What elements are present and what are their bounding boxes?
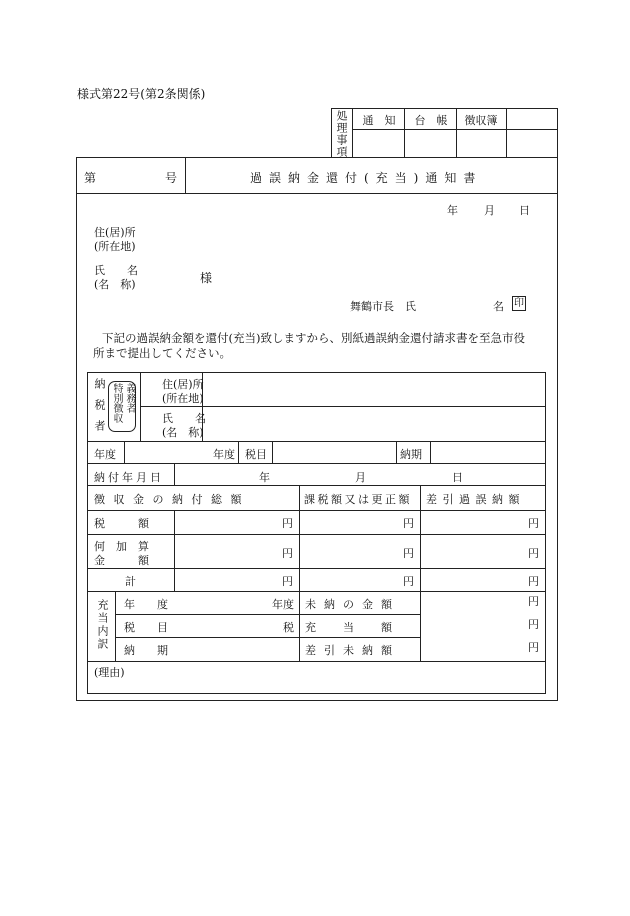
- seal-char: 印: [514, 298, 524, 309]
- payment-date-day: 日: [452, 471, 463, 484]
- row-surcharge-label-1: 何 加 算: [94, 540, 149, 553]
- addressee-name-sub: (名 称): [94, 278, 136, 291]
- appropriation-amount-label: 充 当 額: [305, 621, 400, 634]
- date-day: 日: [519, 204, 530, 217]
- date-year: 年: [447, 204, 458, 217]
- yen-tax-assessed: 円: [403, 517, 414, 530]
- yen-unpaid: 円: [528, 595, 539, 608]
- processing-col-ledger: 台 帳: [414, 114, 448, 127]
- appropriation-nendo-value: 年度: [272, 598, 294, 611]
- form-label: 様式第22号(第2条関係): [77, 87, 206, 101]
- unpaid-amount-label: 未納の金額: [305, 598, 400, 611]
- taxpayer-name-label: 氏 名: [162, 412, 206, 425]
- yen-tax-total: 円: [282, 517, 293, 530]
- appropriation-nendo-label: 年 度: [124, 598, 168, 611]
- payment-date-year: 年: [259, 471, 270, 484]
- number-dai: 第: [84, 171, 97, 185]
- yen-surcharge-overpaid: 円: [528, 547, 539, 560]
- date-month: 月: [484, 204, 495, 217]
- yen-total-total: 円: [282, 575, 293, 588]
- yen-total-overpaid: 円: [528, 575, 539, 588]
- yen-surcharge-assessed: 円: [403, 547, 414, 560]
- yen-surcharge-total: 円: [282, 547, 293, 560]
- issuer-name-char: 名: [493, 300, 504, 313]
- payment-date-month: 月: [355, 471, 366, 484]
- amount-header-assessed: 課税額又は更正額: [304, 493, 412, 506]
- yen-net-unpaid: 円: [528, 641, 539, 654]
- yen-total-assessed: 円: [403, 575, 414, 588]
- honorific-sama: 様: [200, 271, 213, 285]
- reason-label: (理由): [94, 666, 125, 679]
- amount-header-total-paid: 徴収金の納付総額: [94, 493, 250, 506]
- document-title: 過誤納金還付(充当)通知書: [250, 171, 483, 185]
- appropriation-nouki-label: 納 期: [124, 644, 168, 657]
- processing-header: 処理事項: [335, 110, 348, 158]
- appropriation-zeimoku-label: 税 目: [124, 621, 168, 634]
- special-collection-label: 特別徴収: [111, 383, 122, 423]
- row-tax-amount-label: 税 額: [94, 517, 149, 530]
- row-nouki-label: 納期: [400, 448, 422, 461]
- amount-header-overpaid: 差引過誤納額: [426, 493, 525, 506]
- row-nendo-label: 年度: [94, 448, 116, 461]
- appropriation-zei-value: 税: [283, 621, 294, 634]
- taxpayer-address-label: 住(居)所: [162, 378, 204, 391]
- addressee-address-sub: (所在地): [94, 240, 136, 253]
- seal-stamp: [512, 296, 526, 311]
- body-text-line2: 所まで提出してください。: [93, 346, 231, 360]
- obligor-label: 義務者: [124, 383, 135, 413]
- yen-tax-overpaid: 円: [528, 517, 539, 530]
- taxpayer-side-label: 納税者: [93, 378, 106, 441]
- row-total-label: 計: [125, 575, 136, 588]
- appropriation-side-label: 充当内訳: [96, 599, 109, 651]
- row-surcharge-label-2: 金 額: [94, 554, 149, 567]
- row-nendo-label-2: 年度: [213, 448, 235, 461]
- taxpayer-address-sub: (所在地): [162, 392, 204, 405]
- row-zeimoku-label: 税目: [245, 448, 267, 461]
- addressee-name-label: 氏 名: [94, 264, 138, 277]
- payment-date-label: 納付年月日: [94, 471, 164, 484]
- taxpayer-name-sub: (名 称): [162, 426, 204, 439]
- body-text-line1: 下記の過誤納金額を還付(充当)致しますから、別紙過誤納金還付請求書を至急市役: [102, 331, 525, 345]
- issuer-title: 舞鶴市長 氏: [350, 300, 416, 313]
- processing-col-notice: 通 知: [362, 114, 396, 127]
- number-go: 号: [165, 171, 178, 185]
- processing-col-collection: 徴収簿: [464, 114, 498, 127]
- addressee-address-label: 住(居)所: [94, 226, 136, 239]
- net-unpaid-label: 差引未納額: [305, 644, 400, 657]
- yen-appropriation: 円: [528, 618, 539, 631]
